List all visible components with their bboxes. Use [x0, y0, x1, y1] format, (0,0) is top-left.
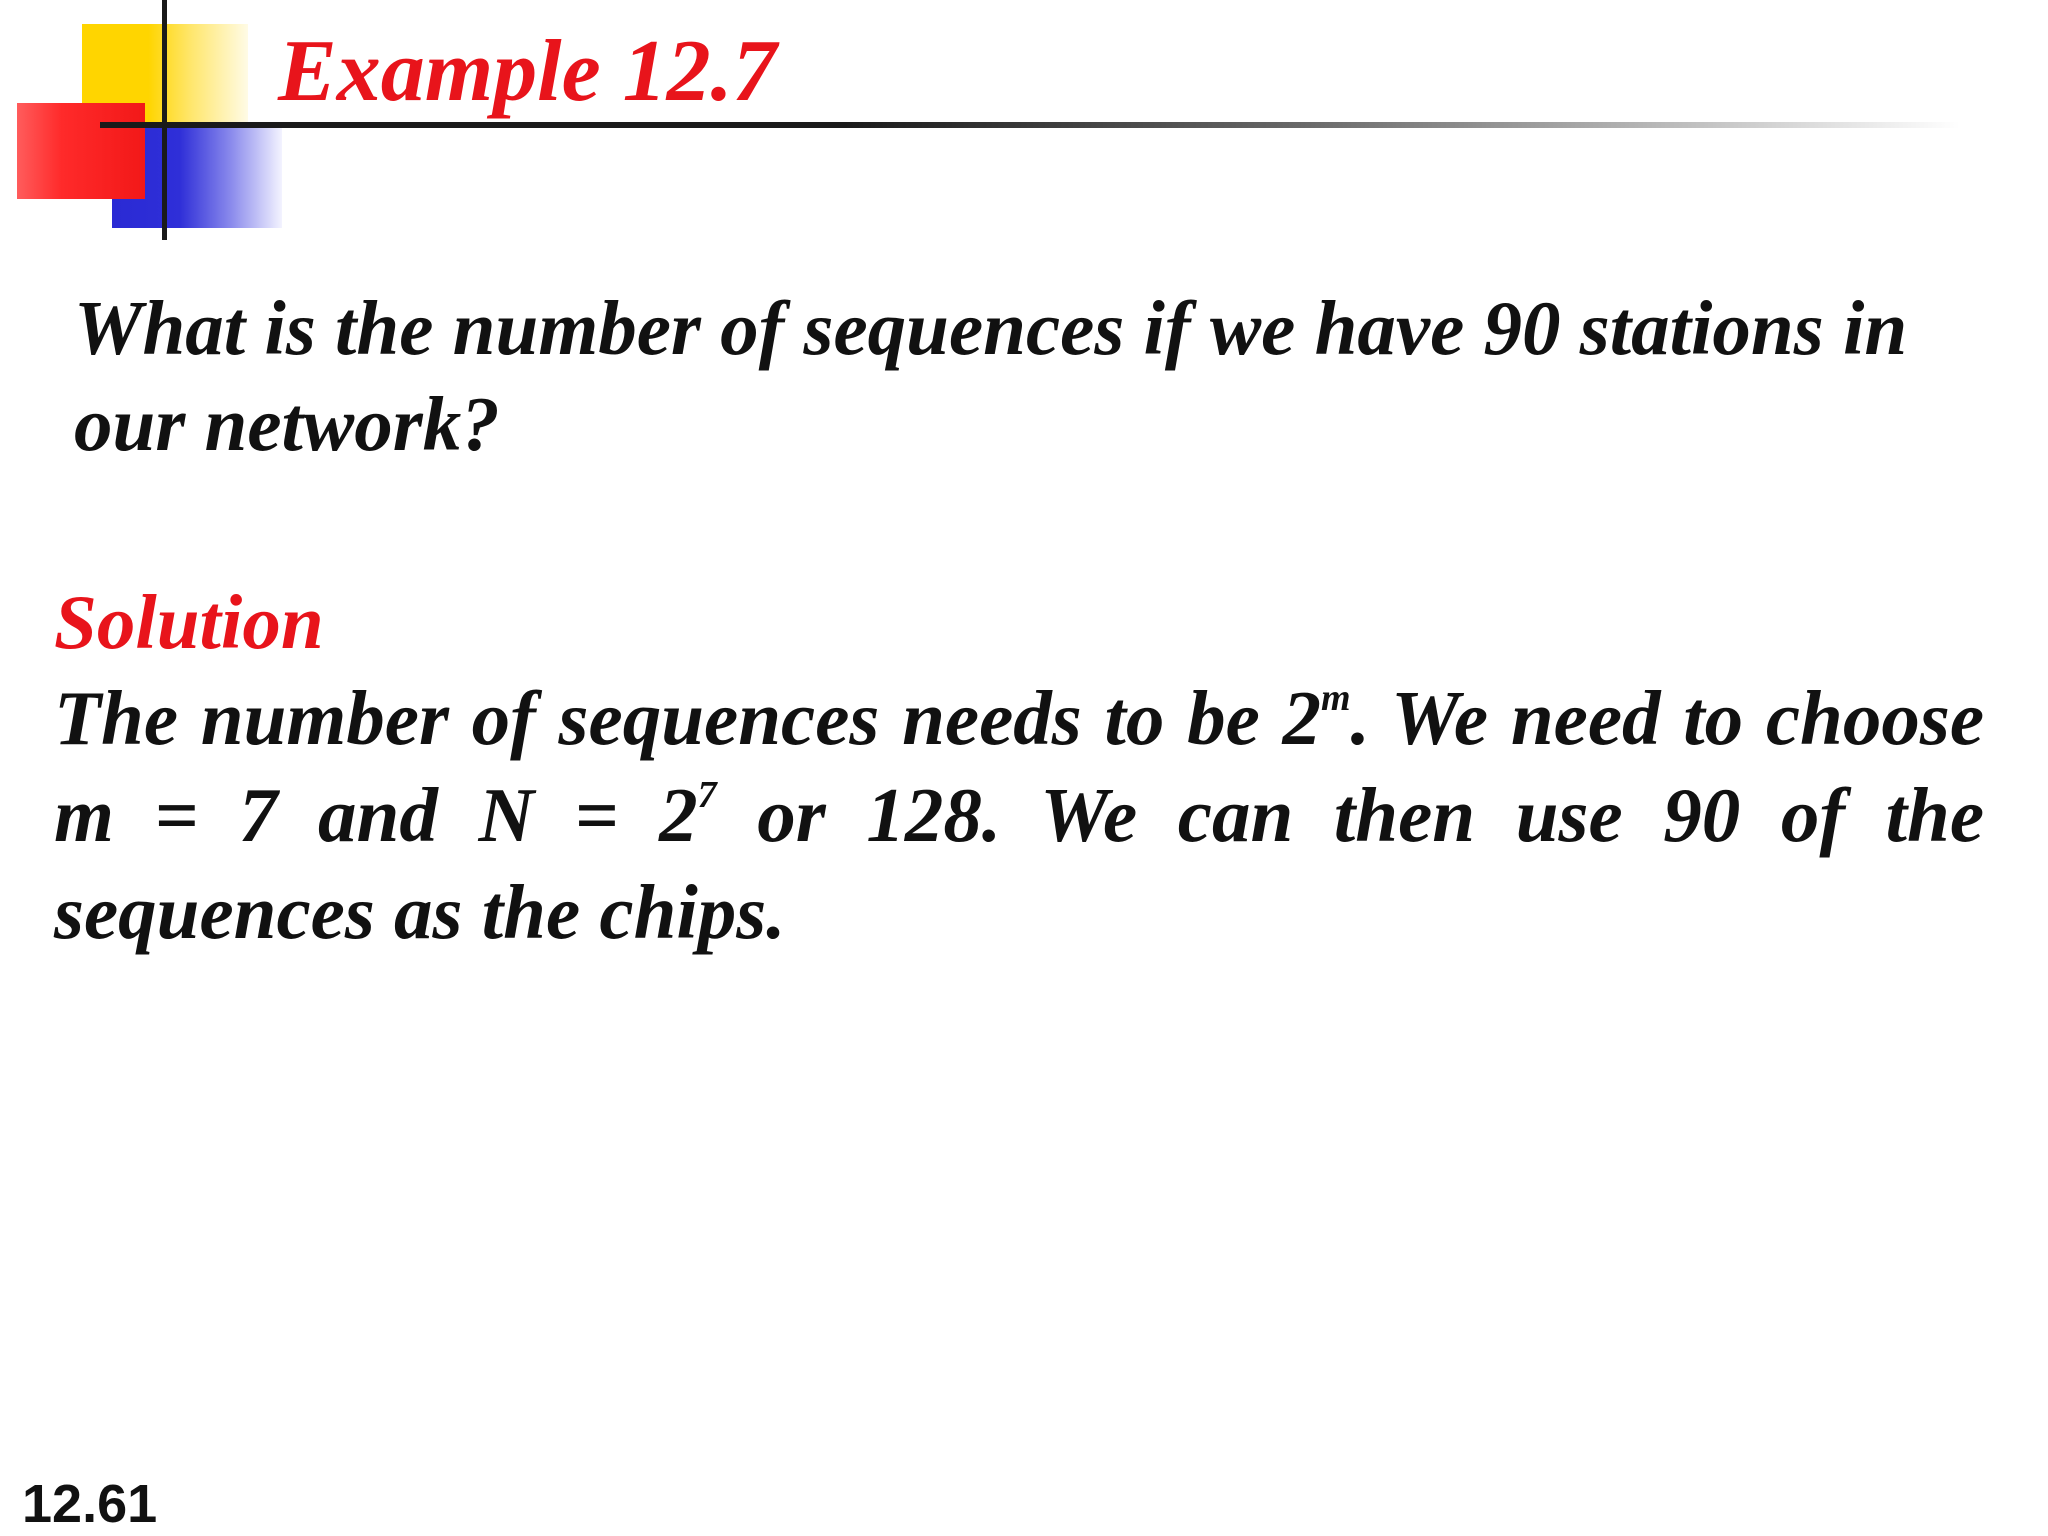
slide-title: Example 12.7 — [278, 23, 777, 120]
superscript-7: 7 — [697, 774, 717, 816]
solution-heading: Solution — [54, 579, 324, 665]
red-square-decoration — [17, 103, 145, 199]
solution-text — [54, 670, 1984, 961]
solution-text-part: or 128. We can then use 90 of the sequences as the chips. — [54, 772, 1985, 955]
question-text: What is the number of sequences if we have 90 stations in our network? — [74, 285, 1908, 467]
title-underline — [100, 122, 1960, 128]
superscript-m: m — [1321, 677, 1351, 719]
solution-text-part: . We need to choose m = 7 and N = 2 — [54, 675, 1984, 858]
slide-number: 12.61 — [22, 1474, 158, 1534]
solution-text-part: The number of sequences needs to be 2 — [54, 675, 1321, 761]
vertical-accent-line — [162, 0, 167, 240]
